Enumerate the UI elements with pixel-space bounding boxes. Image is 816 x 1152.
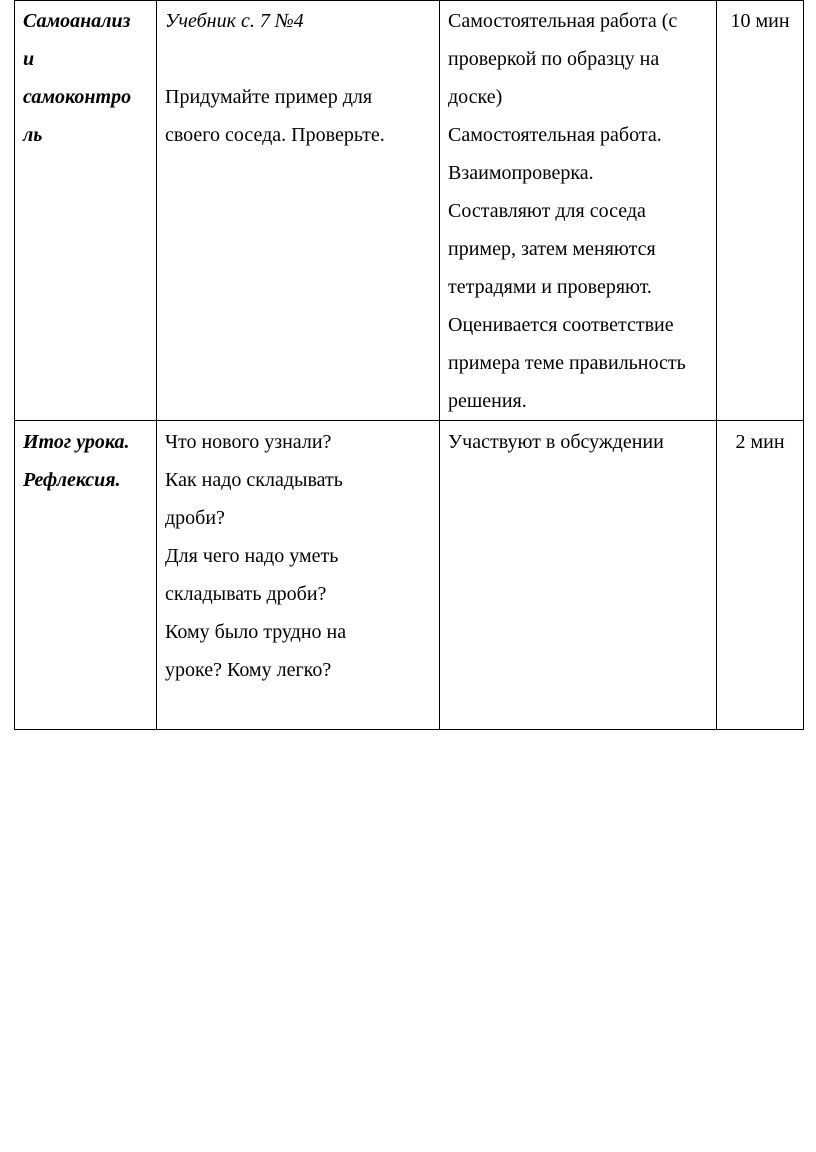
- stage-line: Рефлексия.: [23, 469, 121, 491]
- student-line: пример, затем меняются: [448, 238, 656, 260]
- stage-line: ль: [23, 124, 43, 146]
- student-line: Взаимопроверка.: [448, 162, 594, 184]
- table-row: [15, 421, 804, 730]
- teacher-line: уроке? Кому легко?: [165, 659, 332, 681]
- stage-cell: [15, 421, 157, 730]
- stage-line: и: [23, 48, 35, 70]
- student-activity-cell: [440, 421, 717, 730]
- time-cell: [717, 421, 804, 730]
- blank-line: [165, 40, 431, 78]
- table-row: [15, 1, 804, 421]
- teacher-line: Для чего надо уметь: [165, 545, 339, 567]
- teacher-line: Как надо складывать: [165, 469, 343, 491]
- time-value: 10 мин: [730, 10, 790, 32]
- teacher-line: Кому было трудно на: [165, 621, 347, 643]
- student-line: Самостоятельная работа.: [448, 124, 662, 146]
- student-line: тетрадями и проверяют.: [448, 276, 652, 298]
- student-line: Составляют для соседа: [448, 200, 646, 222]
- time-cell: [717, 1, 804, 421]
- student-line: решения.: [448, 390, 527, 412]
- stage-line: Итог урока.: [23, 431, 130, 453]
- time-value: 2 мин: [735, 431, 785, 453]
- teacher-line: складывать дроби?: [165, 583, 327, 605]
- teacher-line: своего соседа. Проверьте.: [165, 124, 385, 146]
- teacher-line: Придумайте пример для: [165, 86, 373, 108]
- teacher-line: Что нового узнали?: [165, 431, 332, 453]
- student-line: проверкой по образцу на: [448, 48, 660, 70]
- student-line: Оценивается соответствие: [448, 314, 674, 336]
- lesson-plan-table: [14, 0, 804, 730]
- student-line: Участвуют в обсуждении: [448, 431, 664, 453]
- student-line: примера теме правильность: [448, 352, 686, 374]
- textbook-reference: Учебник с. 7 №4: [165, 10, 304, 32]
- stage-line: Самоанализ: [23, 10, 131, 32]
- teacher-activity-cell: [157, 1, 440, 421]
- stage-cell: [15, 1, 157, 421]
- teacher-line: дроби?: [165, 507, 225, 529]
- student-line: доске): [448, 86, 503, 108]
- student-line: Самостоятельная работа (с: [448, 10, 678, 32]
- teacher-activity-cell: [157, 421, 440, 730]
- student-activity-cell: [440, 1, 717, 421]
- stage-line: самоконтро: [23, 86, 132, 108]
